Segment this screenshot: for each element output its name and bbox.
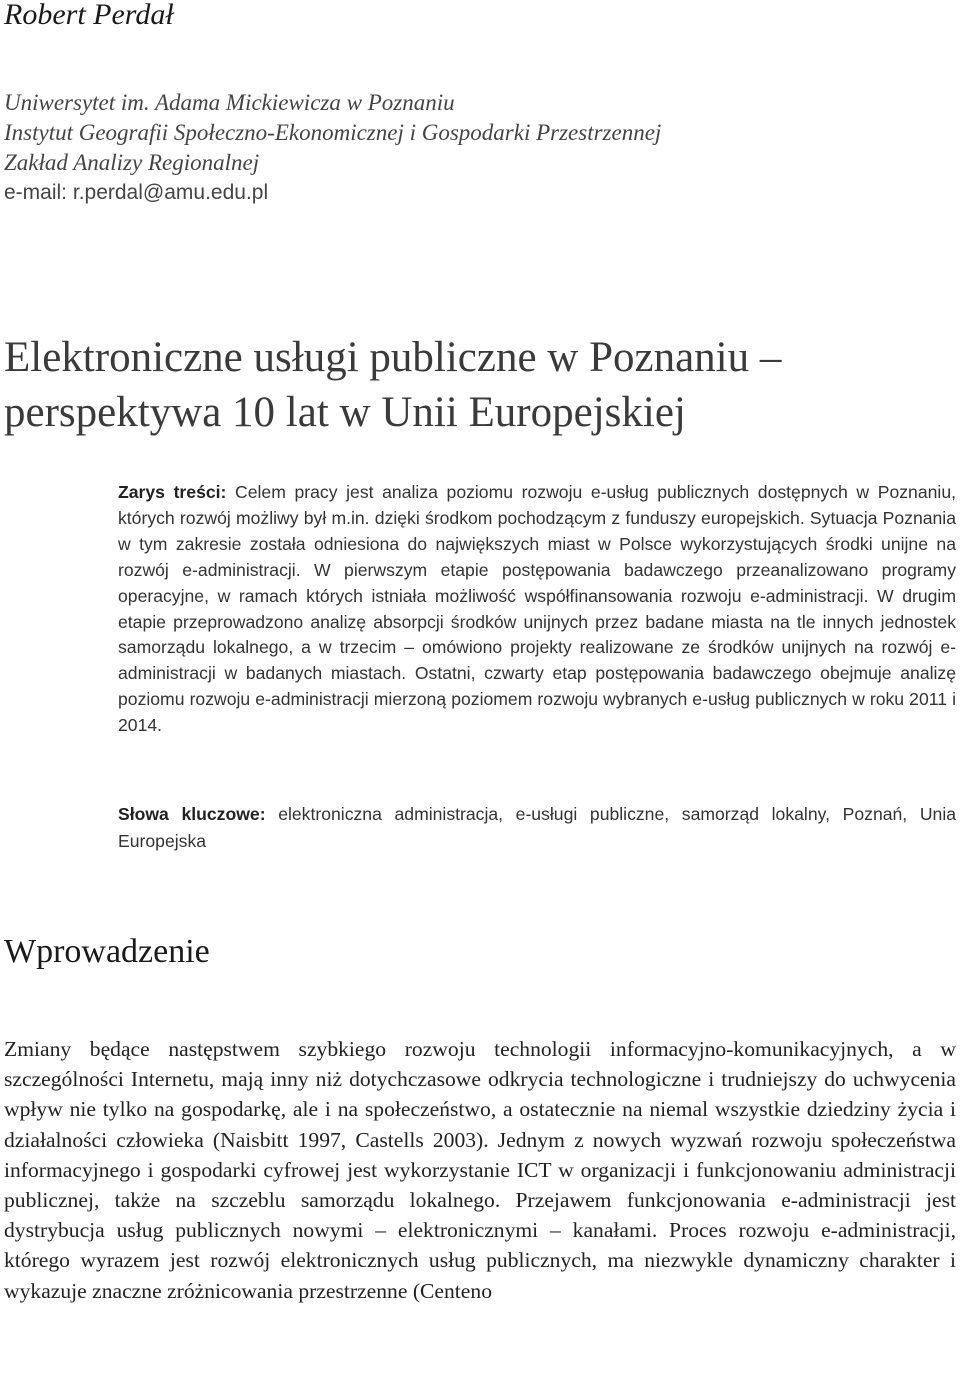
paper-title: [4, 330, 954, 440]
author-affiliation: [4, 88, 954, 208]
section-heading: Wprowadzenie: [4, 933, 210, 970]
email-address: r.perdal@amu.edu.pl: [72, 181, 269, 204]
affiliation-university: Uniwersytet im. Adama Mickiewicza w Poznaniu: [4, 90, 455, 115]
affiliation-institute: Instytut Geografii Społeczno-Ekonomicznej i Gospodarki Przestrzennej: [4, 120, 662, 145]
author-name: Robert Perdał: [4, 0, 174, 31]
email-label: e-mail:: [4, 181, 73, 204]
paper-title-line-1: Elektroniczne usługi publiczne w Poznaniu –: [4, 334, 782, 381]
keywords-text: elektroniczna administracja, e-usługi publiczne, samorząd lokalny, Poznań, Unia Europejska: [118, 804, 957, 851]
paper-title-line-2: perspektywa 10 lat w Unii Europejskiej: [4, 389, 686, 436]
affiliation-department: Zakład Analizy Regionalnej: [4, 150, 260, 175]
abstract: [118, 480, 956, 739]
keywords-label: Słowa kluczowe:: [118, 804, 266, 824]
abstract-label: Zarys treści:: [118, 482, 227, 502]
abstract-text: Celem pracy jest analiza poziomu rozwoju e-usług publicznych dostępnych w Poznaniu, których rozwój możliwy był m.in. dzięki środkom pochodzącym z funduszy europejskich. Sytuacja Poznania w tym zakresie została odniesiona do największych miast w Polsce wykorzystujących środki unijne na rozwój e-administracji. W pierwszym etapie postępowania badawczego przeanalizowano programy operacyjne, w ramach których istniała możliwość współfinansowania rozwoju e-administracji. W drugim etapie przeprowadzono analizę absorpcji środków unijnych przez badane miasta na tle innych jednostek samorządu lokalnego, a w trzecim – omówiono projekty realizowane ze środków unijnych na rozwój e-administracji w badanych miastach. Ostatni, czwarty etap postępowania badawczego obejmuje analizę poziomu rozwoju e-administracji mierzoną poziomem rozwoju wybranych e-usług publicznych w roku 2011 i 2014.: [118, 482, 956, 736]
section-paragraph: Zmiany będące następstwem szybkiego rozwoju technologii informacyjno-komunikacyjnych, a w szczególności Internetu, mają inny niż dotychczasowe odkrycia technologiczne i trudniejszy do uchwycenia wpływ nie tylko na gospodarkę, ale i na społeczeństwo, a ostatecznie na niemal wszystkie dziedziny życia i działalności człowieka (Naisbitt 1997, Castells 2003). Jednym z nowych wyzwań rozwoju społeczeństwa informacyjnego i gospodarki cyfrowej jest wykorzystanie ICT w organizacji i funkcjonowaniu administracji publicznej, także na szczeblu samorządu lokalnego. Przejawem funkcjonowania e-administracji jest dystrybucja usług publicznych nowymi – elektronicznymi – kanałami. Proces rozwoju e-administracji, którego wyrazem jest rozwój elektronicznych usług publicznych, ma niezwykle dynamiczny charakter i wykazuje znaczne zróżnicowania przestrzenne (Centeno: [4, 1037, 956, 1303]
keywords: [118, 801, 956, 855]
affiliation-email-line: [4, 178, 954, 208]
